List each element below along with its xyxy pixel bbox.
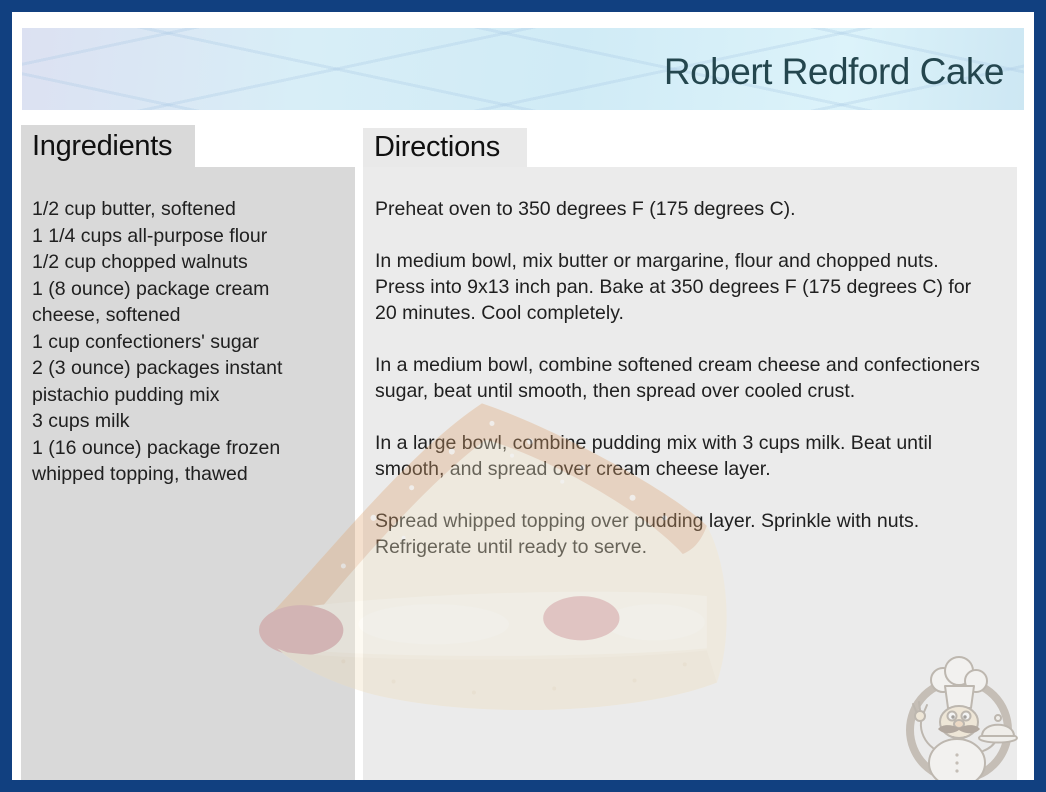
ingredient-item: 3 cups milk (32, 410, 130, 432)
ingredient-item: 1 (16 ounce) package frozen whipped topping, thawed (32, 436, 281, 485)
ingredient-item: 1 (8 ounce) package cream cheese, softened (32, 277, 270, 326)
ingredient-item: 1 1/4 cups all-purpose flour (32, 224, 268, 247)
ingredient-item: 2 (3 ounce) packages instant pistachio pudding mix (32, 357, 283, 406)
ingredient-item: 1/2 cup butter, softened (32, 198, 236, 220)
directions-heading: Directions (374, 131, 500, 163)
ingredient-item: 1 cup confectioners' sugar (32, 330, 260, 353)
ingredients-list (32, 196, 329, 488)
direction-step: Spread whipped topping over pudding layer. Sprinkle with nuts. Refrigerate until ready to serve. (375, 510, 920, 558)
directions-heading-box (363, 128, 527, 167)
header-banner (22, 28, 1024, 110)
ingredients-panel (21, 167, 355, 780)
ingredients-heading: Ingredients (32, 129, 173, 162)
direction-step: In medium bowl, mix butter or margarine, flour and chopped nuts. Press into 9x13 inch pan. Bake at 350 degrees F (175 degrees C) for 20 minutes. Cool completely. (375, 250, 972, 324)
directions-panel (363, 167, 1017, 780)
direction-step: In a medium bowl, combine softened cream cheese and confectioners sugar, beat until smooth, then spread over cooled crust. (375, 354, 980, 402)
ingredients-heading-box (21, 125, 195, 167)
page-title: Robert Redford Cake (663, 51, 1004, 92)
ingredient-item: 1/2 cup chopped walnuts (32, 251, 248, 273)
direction-step: In a large bowl, combine pudding mix with 3 cups milk. Beat until smooth, and spread over cream cheese layer. (375, 432, 933, 480)
direction-step: Preheat oven to 350 degrees F (175 degrees C). (375, 198, 796, 220)
directions-list (375, 196, 989, 560)
